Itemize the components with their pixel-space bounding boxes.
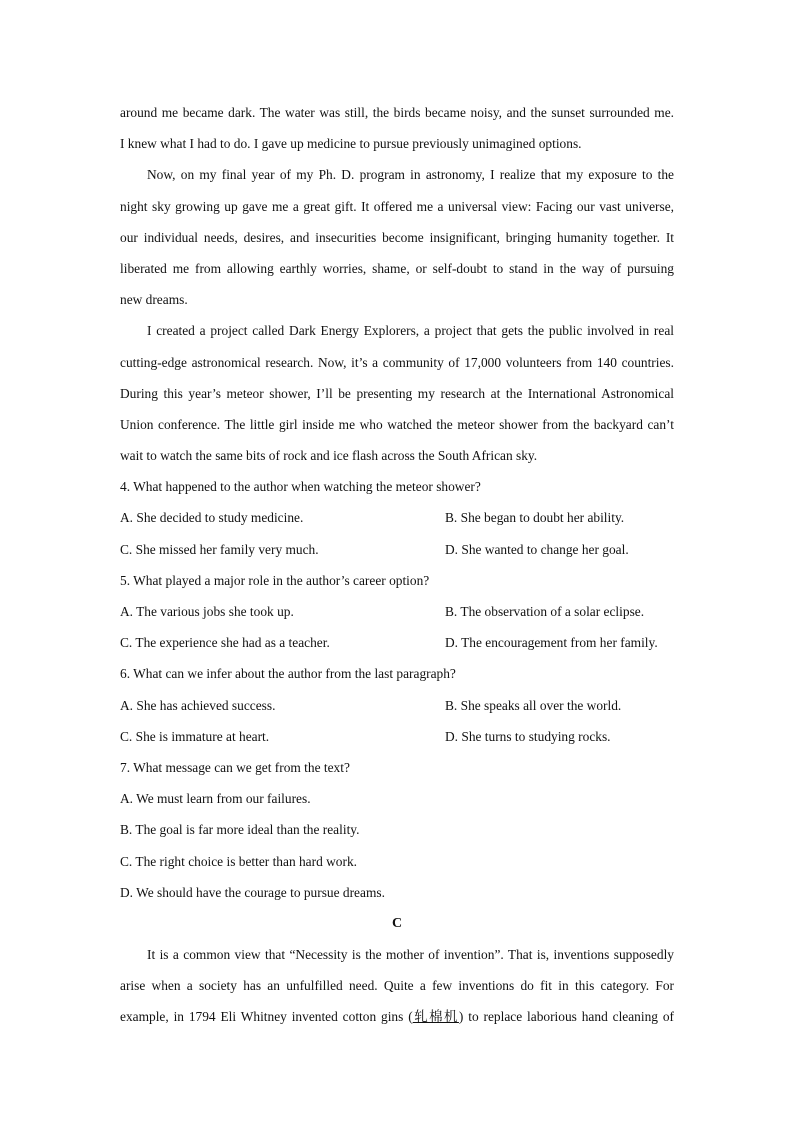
passage-b-line-9: cutting-edge astronomical research. Now, it’s a community of 17,000 volunteers from 140 countries. xyxy=(120,354,674,370)
question-4-option-a: A. She decided to study medicine. xyxy=(120,510,304,526)
question-6-options-row-1 xyxy=(120,690,674,721)
question-4-stem: 4. What happened to the author when watching the meteor shower? xyxy=(120,479,481,495)
question-5-option-b: B. The observation of a solar eclipse. xyxy=(445,604,645,619)
passage-b-line-10: During this year’s meteor shower, I’ll be presenting my research at the International Astronomical xyxy=(120,385,674,401)
question-4-option-c: C. She missed her family very much. xyxy=(120,541,319,557)
question-5-option-d: D. The encouragement from her family. xyxy=(445,635,658,651)
section-c-heading: C xyxy=(391,915,403,931)
question-7-option-d: D. We should have the courage to pursue dreams. xyxy=(120,884,385,900)
passage-b-line-8: I created a project called Dark Energy Explorers, a project that gets the public involved in real xyxy=(147,323,674,339)
question-5-options-row-2 xyxy=(120,627,674,658)
section-c-line-2: arise when a society has an unfulfilled need. Quite a few inventions do fit in this category. For xyxy=(120,978,674,994)
section-c-line-3-end: ) to replace laborious hand cleaning of xyxy=(458,1009,674,1025)
question-4-option-b: B. She began to doubt her ability. xyxy=(445,510,625,526)
question-6-option-b: B. She speaks all over the world. xyxy=(445,697,622,713)
question-6-option-a: A. She has achieved success. xyxy=(120,697,276,713)
question-7-stem: 7. What message can we get from the text? xyxy=(120,759,350,775)
passage-b-line-3: Now, on my final year of my Ph. D. program in astronomy, I realize that my exposure to the xyxy=(147,167,674,183)
passage-b-line-11: Union conference. The little girl inside me who watched the meteor shower from the backyard can’t xyxy=(120,416,674,432)
question-5-option-a: A. The various jobs she took up. xyxy=(120,604,294,619)
passage-b-line-1: around me became dark. The water was still, the birds became noisy, and the sunset surrounded me. xyxy=(120,105,674,120)
section-c-line-1: It is a common view that “Necessity is the mother of invention”. That is, inventions supposedly xyxy=(147,947,674,963)
question-6-option-c: C. She is immature at heart. xyxy=(120,728,270,744)
question-7-option-b: B. The goal is far more ideal than the reality. xyxy=(120,822,360,838)
question-4-options-row-1 xyxy=(120,502,674,533)
question-7-option-a: A. We must learn from our failures. xyxy=(120,791,311,807)
passage-b-line-6: liberated me from allowing earthly worries, shame, or self-doubt to stand in the way of pursuing xyxy=(120,260,674,276)
question-6-option-d: D. She turns to studying rocks. xyxy=(445,728,611,744)
question-5-options-row-1 xyxy=(120,596,674,627)
passage-b-line-5: our individual needs, desires, and insecurities become insignificant, bringing humanity together. It xyxy=(120,229,674,245)
passage-b-line-2: I knew what I had to do. I gave up medicine to pursue previously unimagined options. xyxy=(120,136,582,152)
question-4-option-d: D. She wanted to change her goal. xyxy=(445,541,629,557)
passage-b-line-7: new dreams. xyxy=(120,292,188,308)
passage-b-line-12: wait to watch the same bits of rock and ice flash across the South African sky. xyxy=(120,448,538,464)
question-5-stem: 5. What played a major role in the author’s career option? xyxy=(120,572,430,588)
question-6-stem: 6. What can we infer about the author from the last paragraph? xyxy=(120,666,456,682)
section-c-chinese-gloss: 轧棉机 xyxy=(412,1009,459,1025)
question-6-options-row-2 xyxy=(120,721,674,752)
question-7-option-c: C. The right choice is better than hard work. xyxy=(120,853,357,869)
section-c-line-3 xyxy=(120,1001,674,1032)
question-5-option-c: C. The experience she had as a teacher. xyxy=(120,635,330,651)
passage-b-line-4: night sky growing up gave me a great gift. It offered me a universal view: Facing our vast universe, xyxy=(120,198,674,214)
question-4-options-row-2 xyxy=(120,534,674,565)
section-c-line-3-start: example, in 1794 Eli Whitney invented cotton gins ( xyxy=(120,1009,413,1025)
